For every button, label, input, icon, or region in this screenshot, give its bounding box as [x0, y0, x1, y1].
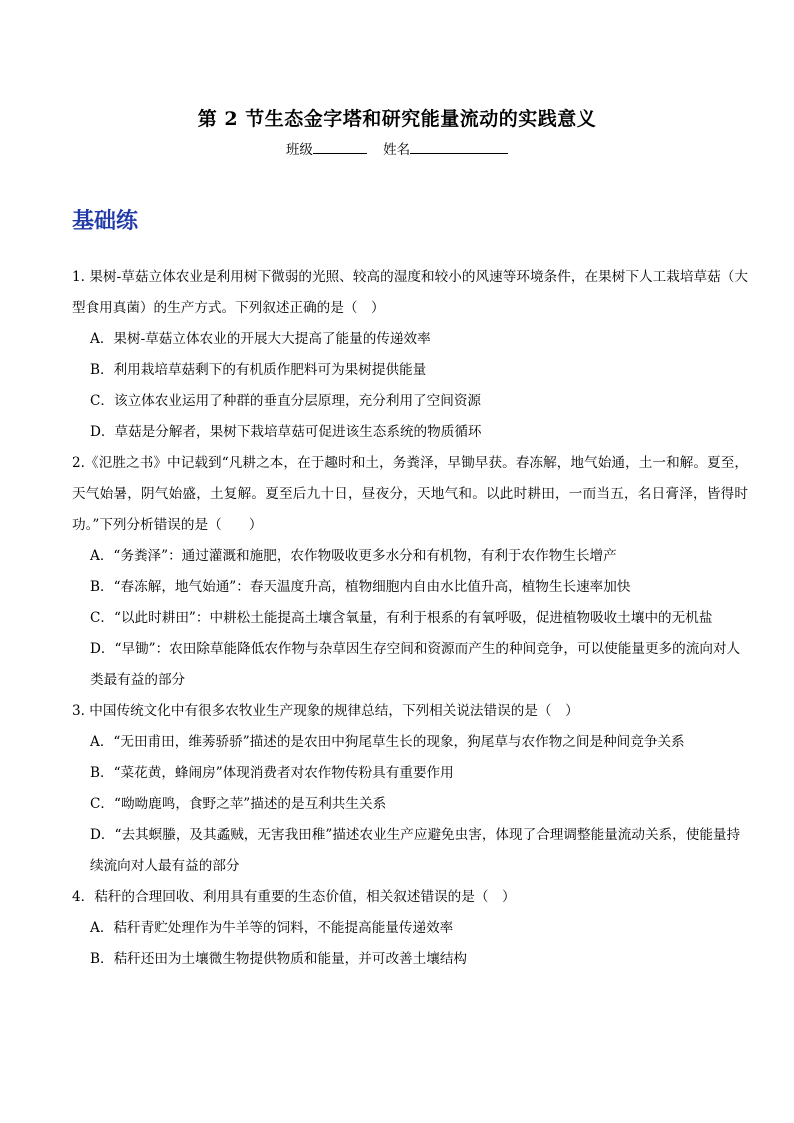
option-b: B．“菜花黄，蜂闹房”体现消费者对农作物传粉具有重要作用: [90, 765, 454, 781]
option-d: D．“去其螟螣，及其蟊贼，无害我田稚”描述农业生产应避免虫害，体现了合理调整能量流动关系，使能量持续流向对人最有益的部分: [90, 827, 741, 874]
class-blank[interactable]: [313, 141, 367, 154]
student-info-fields: [0, 138, 794, 158]
question-2: [72, 448, 748, 696]
option-a: A．“无田甫田，维莠骄骄”描述的是农田中狗尾草生长的现象，狗尾草与农作物之间是种间竞争关系: [90, 734, 685, 750]
name-label: 姓名: [383, 142, 411, 158]
option-b: B．“春冻解，地气始通”：春天温度升高，植物细胞内自由水比值升高，植物生长速率加快: [90, 579, 631, 595]
option-b: B．秸秆还田为土壤微生物提供物质和能量，并可改善土壤结构: [90, 951, 468, 967]
page-title: 第 2 节生态金字塔和研究能量流动的实践意义: [197, 108, 597, 130]
question-3: [72, 696, 748, 882]
option-a: A．“务粪泽”：通过灌溉和施肥，农作物吸收更多水分和有机物，有利于农作物生长增产: [90, 548, 617, 564]
section-title: 基础练: [72, 208, 139, 234]
option-a: A．秸秆青贮处理作为牛羊等的饲料，不能提高能量传递效率: [90, 920, 454, 936]
option-c: C．该立体农业运用了种群的垂直分层原理，充分利用了空间资源: [90, 393, 482, 409]
option-a: A．果树-草菇立体农业的开展大大提高了能量的传递效率: [90, 331, 431, 347]
question-stem: 4．秸秆的合理回收、利用具有重要的生态价值，相关叙述错误的是（ ）: [72, 889, 516, 905]
question-stem: 3. 中国传统文化中有很多农牧业生产现象的规律总结，下列相关说法错误的是（ ）: [72, 703, 579, 719]
class-label: 班级: [285, 142, 313, 158]
question-list: [72, 262, 748, 975]
option-d: D．草菇是分解者，果树下栽培草菇可促进该生态系统的物质循环: [90, 424, 482, 440]
option-b: B．利用栽培草菇剩下的有机质作肥料可为果树提供能量: [90, 362, 427, 378]
question-stem: 2.《氾胜之书》中记载到“凡耕之本，在于趣时和土，务粪泽，早锄早获。春冻解，地气始通，土一和解。夏至，天气始暑，阴气始盛，土复解。夏至后九十日，昼夜分，天地气和。以此时耕田，一而当五，名日膏泽，皆得时功。”下列分析错误的是（ ）: [72, 455, 748, 533]
option-d: D．“早锄”：农田除草能降低农作物与杂草因生存空间和资源而产生的种间竞争，可以使能量更多的流向对人类最有益的部分: [90, 641, 741, 688]
name-blank[interactable]: [410, 141, 508, 154]
question-1: [72, 262, 748, 448]
question-stem: 1. 果树-草菇立体农业是利用树下微弱的光照、较高的湿度和较小的风速等环境条件，在果树下人工栽培草菇（大型食用真菌）的生产方式。下列叙述正确的是（ ）: [72, 269, 748, 316]
option-c: C．“呦呦鹿鸣，食野之苹”描述的是互利共生关系: [90, 796, 387, 812]
option-c: C．“以此时耕田”：中耕松土能提高土壤含氧量，有利于根系的有氧呼吸，促进植物吸收土壤中的无机盐: [90, 610, 713, 626]
question-4: [72, 882, 748, 975]
